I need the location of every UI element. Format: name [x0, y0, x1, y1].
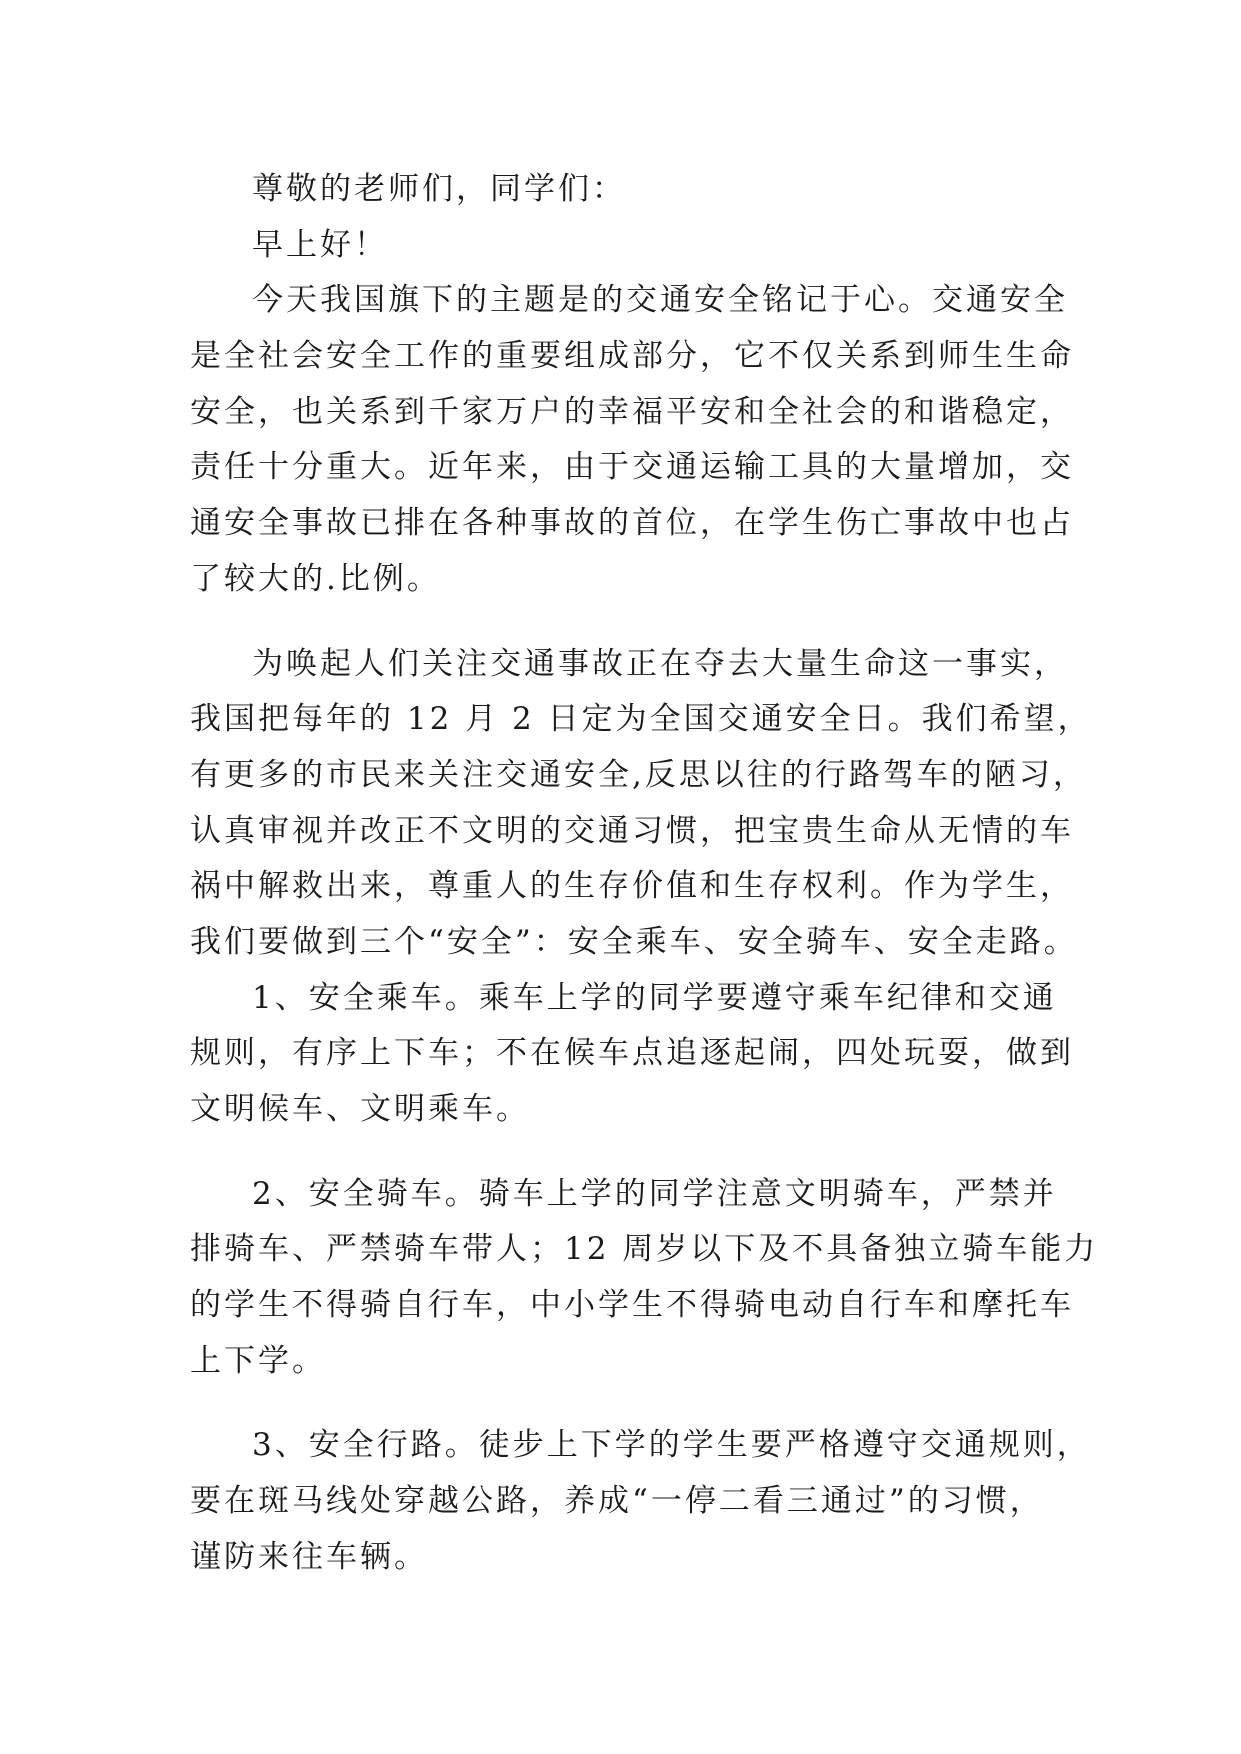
item-3-line-3: 谨防来往车辆。	[190, 1538, 428, 1575]
item-3-line-2: 要在斑马线处穿越公路，养成“一停二看三通过”的习惯，	[190, 1483, 1044, 1520]
paragraph-2-line-2: 我国把每年的 12 月 2 日定为全国交通安全日。我们希望，	[190, 701, 1092, 738]
paragraph-1-line-1: 今天我国旗下的主题是的交通安全铭记于心。交通安全	[252, 282, 1068, 319]
item-2-line-1: 2、安全骑车。骑车上学的同学注意文明骑车，严禁并	[252, 1175, 1057, 1212]
paragraph-2-line-3: 有更多的市民来关注交通安全,反思以往的行路驾车的陋习，	[190, 756, 1087, 793]
item-3-line-1: 3、安全行路。徒步上下学的学生要严格遵守交通规则，	[252, 1427, 1091, 1464]
item-1-line-2: 规则，有序上下车；不在候车点追逐起闹，四处玩耍，做到	[190, 1035, 1074, 1072]
item-2-line-2: 排骑车、严禁骑车带人；12 周岁以下及不具备独立骑车能力	[190, 1231, 1099, 1268]
item-2-line-4: 上下学。	[190, 1342, 326, 1379]
greeting: 早上好！	[252, 226, 388, 263]
paragraph-2-line-4: 认真审视并改正不文明的交通习惯，把宝贵生命从无情的车	[190, 812, 1074, 849]
item-1-line-3: 文明候车、文明乘车。	[190, 1091, 530, 1127]
item-2-line-3: 的学生不得骑自行车，中小学生不得骑电动自行车和摩托车	[190, 1287, 1074, 1324]
paragraph-2-line-6: 我们要做到三个“安全”：安全乘车、安全骑车、安全走路。	[190, 923, 1078, 960]
salutation: 尊敬的老师们，同学们：	[252, 171, 626, 207]
paragraph-2-line-1: 为唤起人们关注交通事故正在夺去大量生命这一事实，	[252, 645, 1068, 682]
paragraph-1-line-5: 通安全事故已排在各种事故的首位，在学生伤亡事故中也占	[190, 505, 1074, 542]
paragraph-1-line-6: 了较大的.比例。	[190, 560, 441, 597]
paragraph-1-line-3: 安全，也关系到千家万户的幸福平安和全社会的和谐稳定，	[190, 393, 1074, 430]
item-1-line-1: 1、安全乘车。乘车上学的同学要遵守乘车纪律和交通	[252, 979, 1057, 1016]
document-body	[190, 162, 1099, 1586]
paragraph-1-line-4: 责任十分重大。近年来，由于交通运输工具的大量增加，交	[190, 449, 1074, 486]
paragraph-1-line-2: 是全社会安全工作的重要组成部分，它不仅关系到师生生命	[190, 338, 1074, 375]
paragraph-2-line-5: 祸中解救出来，尊重人的生存价值和生存权利。作为学生，	[190, 868, 1074, 905]
